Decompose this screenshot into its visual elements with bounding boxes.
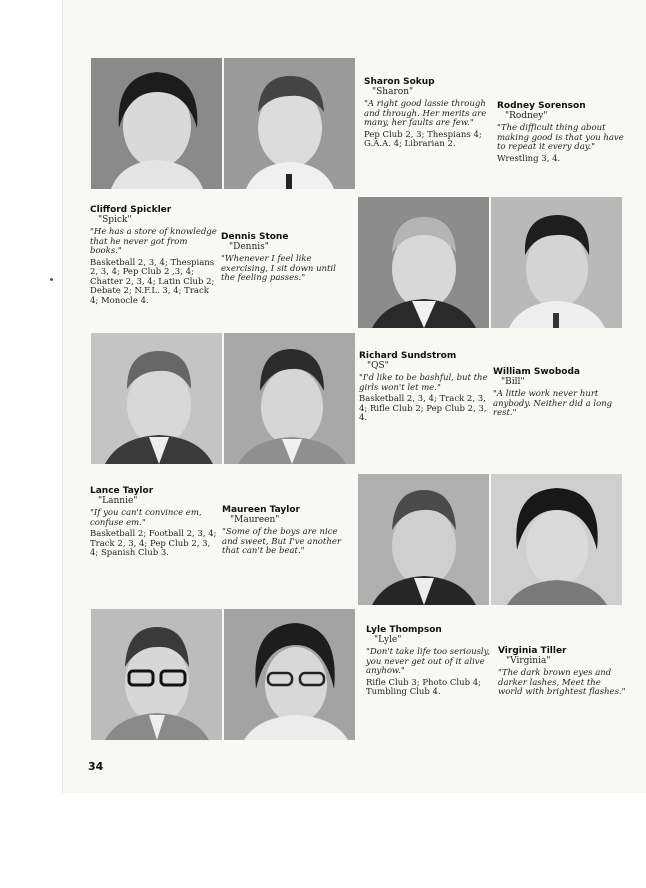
bio-lance-taylor <box>90 486 218 559</box>
student-activities: Basketball 2, 3, 4; Thespians 2, 3, 4; Pep Club 2 ,3, 4; Chatter 2, 3, 4; Latin Club 2; Debate 2; N.F.L. 3, 4; Track 4; Monocle 4. <box>90 257 215 306</box>
student-nickname: "Sharon" <box>372 87 414 97</box>
student-quote: "A little work never hurt anybody. Neither did a long rest." <box>493 389 613 418</box>
student-name: Rodney Sorenson <box>497 101 586 111</box>
student-nickname: "Bill" <box>501 377 525 387</box>
bio-lyle-thompson <box>366 625 494 698</box>
student-quote: "Don't take life too seriously, you never get out of it alive anyhow." <box>366 647 491 676</box>
student-activities: Wrestling 3, 4. <box>497 153 561 164</box>
portrait-lyle-thompson <box>91 609 222 740</box>
student-nickname: "Lannie" <box>98 496 138 506</box>
bio-maureen-taylor <box>222 505 352 557</box>
bio-richard-sundstrom <box>359 351 491 424</box>
page-number: 34 <box>88 760 104 773</box>
student-name: Lyle Thompson <box>366 625 442 635</box>
student-nickname: "QS" <box>367 361 389 371</box>
student-name: Clifford Spickler <box>90 205 172 215</box>
student-activities: Basketball 2, 3, 4; Track 2, 3, 4; Rifle Club 2; Pep Club 2, 3, 4. <box>359 394 487 423</box>
student-name: Dennis Stone <box>221 232 289 242</box>
student-nickname: "Maureen" <box>230 515 280 525</box>
bio-sharon-sokup <box>364 77 492 150</box>
portrait-maureen-taylor <box>491 474 622 605</box>
student-name: Sharon Sokup <box>364 77 435 87</box>
student-activities: Rifle Club 3; Photo Club 4; Tumbling Club 4. <box>366 677 481 697</box>
student-activities: Basketball 2; Football 2, 3, 4; Track 2, 3, 4; Pep Club 2, 3, 4; Spanish Club 3. <box>90 529 217 558</box>
student-quote: "I'd like to be bashful, but the girls won't let me." <box>359 373 488 393</box>
student-quote: "The dark brown eyes and darker lashes, Meet the world with brightest flashes." <box>498 668 626 697</box>
bio-william-swoboda <box>493 367 623 419</box>
portrait-dennis-stone <box>491 197 622 328</box>
student-name: Maureen Taylor <box>222 505 300 515</box>
bio-rodney-sorenson <box>497 101 625 164</box>
student-nickname: "Rodney" <box>505 111 548 121</box>
student-nickname: "Lyle" <box>374 635 402 645</box>
portrait-sharon-sokup <box>91 58 222 189</box>
portrait-richard-sundstrom <box>91 333 222 464</box>
portrait-lance-taylor <box>358 474 489 605</box>
portrait-clifford-spickler <box>358 197 489 328</box>
portrait-virginia-tiller <box>224 609 355 740</box>
student-quote: "He has a store of knowledge that he never got from books." <box>90 227 217 256</box>
student-quote: "Some of the boys are nice and sweet, But I've another that can't be beat." <box>222 527 341 556</box>
bio-dennis-stone <box>221 232 351 284</box>
student-name: Virginia Tiller <box>498 646 567 656</box>
bio-clifford-spickler <box>90 205 218 306</box>
student-quote: "If you can't convince em, confuse em." <box>90 508 202 528</box>
student-quote: "Whenever I feel like exercising, I sit down until the feeling passes." <box>221 254 336 283</box>
binder-hole <box>50 278 53 281</box>
student-quote: "A right good lassie through and through. Her merits are many, her faults are few." <box>364 99 487 128</box>
portrait-william-swoboda <box>224 333 355 464</box>
student-nickname: "Dennis" <box>229 242 269 252</box>
student-name: William Swoboda <box>493 367 580 377</box>
student-quote: "The difficult thing about making good is that you have to repeat it every day." <box>497 123 624 152</box>
student-activities: Pep Club 2, 3; Thespians 4; G.A.A. 4; Librarian 2. <box>364 129 482 149</box>
bio-virginia-tiller <box>498 646 626 698</box>
student-name: Lance Taylor <box>90 486 154 496</box>
student-name: Richard Sundstrom <box>359 351 457 361</box>
portrait-rodney-sorenson <box>224 58 355 189</box>
student-nickname: "Spick" <box>98 215 132 225</box>
student-nickname: "Virginia" <box>506 656 551 666</box>
